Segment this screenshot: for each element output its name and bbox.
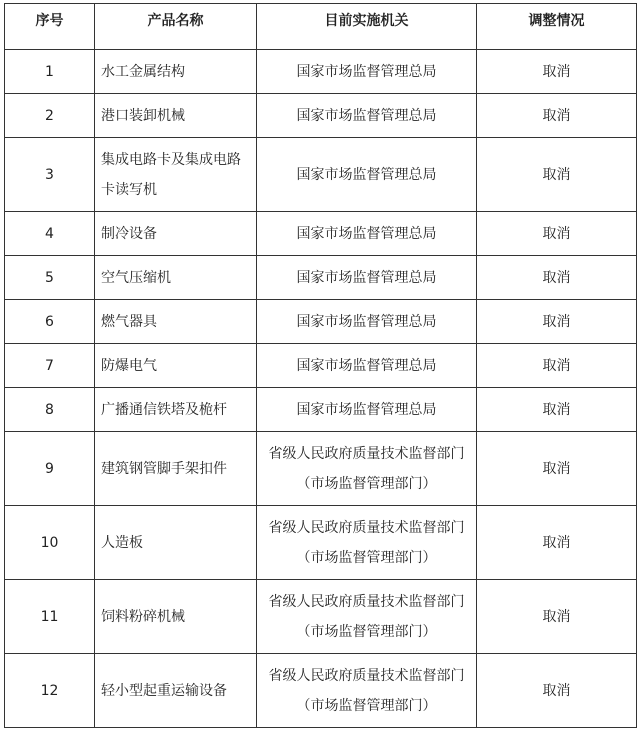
product-name-line: 燃气器具 [101,313,157,330]
cell-product-name [95,580,257,654]
cell-product-name [95,50,257,94]
product-name-line: 集成电路卡及集成电路 [101,151,241,168]
table-row [5,506,637,580]
cell-implementing-agency [257,388,477,432]
product-name-line: 广播通信铁塔及桅杆 [101,401,227,418]
agency-line: 国家市场监督管理总局 [296,225,437,242]
cell-product-name [95,256,257,300]
cell-adjustment-status: 取消 [477,432,637,506]
cell-serial-number: 2 [5,94,95,138]
cell-adjustment-status: 取消 [477,50,637,94]
product-name-line: 水工金属结构 [101,63,185,80]
table-row [5,300,637,344]
header-serial-number: 序号 [5,4,95,50]
table-header [5,4,637,50]
cell-serial-number: 6 [5,300,95,344]
cell-serial-number: 5 [5,256,95,300]
agency-line: 国家市场监督管理总局 [296,401,437,418]
cell-implementing-agency [257,300,477,344]
cell-product-name [95,388,257,432]
cell-product-name [95,654,257,728]
cell-adjustment-status: 取消 [477,300,637,344]
header-implementing-agency: 目前实施机关 [257,4,477,50]
cell-implementing-agency [257,432,477,506]
table-body [5,50,637,728]
table-row [5,344,637,388]
product-name-line: 建筑钢管脚手架扣件 [101,460,227,477]
header-product-name: 产品名称 [95,4,257,50]
cell-product-name [95,212,257,256]
cell-product-name [95,432,257,506]
cell-adjustment-status: 取消 [477,138,637,212]
cell-serial-number: 10 [5,506,95,580]
cell-implementing-agency [257,256,477,300]
agency-line: 国家市场监督管理总局 [296,313,437,330]
table-row [5,94,637,138]
table-row [5,138,637,212]
cell-implementing-agency [257,212,477,256]
header-adjustment-status: 调整情况 [477,4,637,50]
cell-serial-number: 12 [5,654,95,728]
table-row [5,432,637,506]
agency-line: （市场监督管理部门） [296,623,437,640]
table-row [5,580,637,654]
cell-adjustment-status: 取消 [477,580,637,654]
product-adjustment-table [4,3,637,728]
cell-adjustment-status: 取消 [477,388,637,432]
agency-line: 省级人民政府质量技术监督部门 [268,445,465,462]
product-name-line: 港口装卸机械 [101,107,185,124]
cell-adjustment-status: 取消 [477,506,637,580]
header-row [5,4,637,50]
cell-implementing-agency [257,138,477,212]
product-name-line: 饲料粉碎机械 [101,608,185,625]
table-row [5,50,637,94]
cell-implementing-agency [257,344,477,388]
agency-line: 国家市场监督管理总局 [296,166,437,183]
product-name-line: 防爆电气 [101,357,157,374]
agency-line: （市场监督管理部门） [296,475,437,492]
cell-implementing-agency [257,506,477,580]
agency-line: 省级人民政府质量技术监督部门 [268,593,465,610]
cell-product-name [95,138,257,212]
table-row [5,212,637,256]
agency-line: 国家市场监督管理总局 [296,269,437,286]
cell-product-name [95,300,257,344]
cell-adjustment-status: 取消 [477,654,637,728]
cell-serial-number: 8 [5,388,95,432]
cell-implementing-agency [257,50,477,94]
table-row [5,256,637,300]
agency-line: 国家市场监督管理总局 [296,107,437,124]
cell-serial-number: 4 [5,212,95,256]
cell-serial-number: 11 [5,580,95,654]
product-name-line: 卡读写机 [101,181,157,198]
cell-adjustment-status: 取消 [477,344,637,388]
agency-line: （市场监督管理部门） [296,549,437,566]
product-name-line: 轻小型起重运输设备 [101,682,227,699]
table-row [5,654,637,728]
cell-product-name [95,94,257,138]
cell-product-name [95,344,257,388]
cell-product-name [95,506,257,580]
cell-implementing-agency [257,654,477,728]
cell-adjustment-status: 取消 [477,94,637,138]
agency-line: 国家市场监督管理总局 [296,63,437,80]
cell-serial-number: 9 [5,432,95,506]
product-name-line: 人造板 [101,534,143,551]
cell-serial-number: 1 [5,50,95,94]
product-name-line: 空气压缩机 [101,269,171,286]
cell-adjustment-status: 取消 [477,212,637,256]
agency-line: 国家市场监督管理总局 [296,357,437,374]
agency-line: （市场监督管理部门） [296,697,437,714]
cell-adjustment-status: 取消 [477,256,637,300]
cell-serial-number: 7 [5,344,95,388]
agency-line: 省级人民政府质量技术监督部门 [268,667,465,684]
cell-implementing-agency [257,94,477,138]
cell-implementing-agency [257,580,477,654]
table-row [5,388,637,432]
cell-serial-number: 3 [5,138,95,212]
product-name-line: 制冷设备 [101,225,157,242]
agency-line: 省级人民政府质量技术监督部门 [268,519,465,536]
